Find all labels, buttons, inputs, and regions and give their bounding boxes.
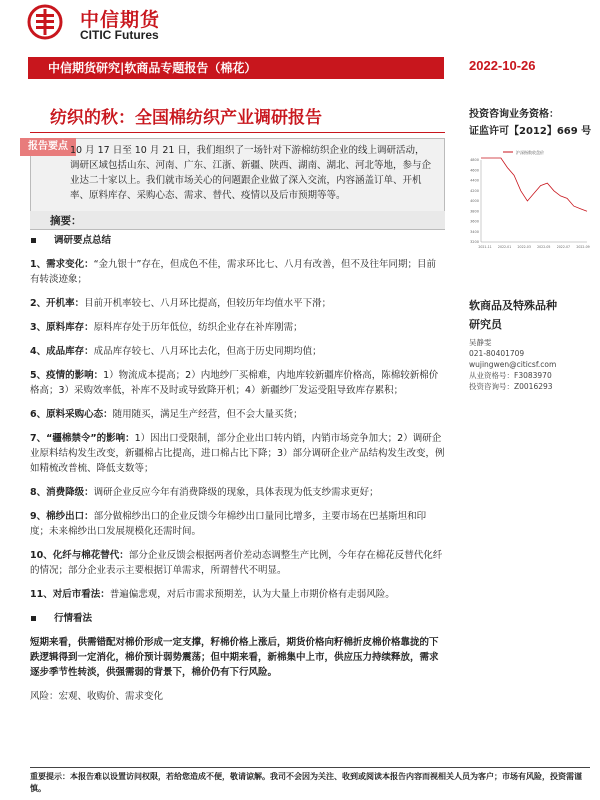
points-list — [30, 257, 445, 602]
summary-point — [30, 344, 445, 359]
chart-x-tick-label: 2022-05 — [537, 245, 551, 249]
report-date: 2022-10-26 — [469, 58, 536, 73]
title-divider — [30, 132, 445, 133]
chart-x-tick-label: 2022-01 — [497, 245, 512, 249]
summary-point-text: 目前开机率较七、八月环比提高，但较历年均值水平下滑； — [84, 298, 332, 309]
footer-divider — [30, 767, 590, 768]
contact-line: 从业资格号：F3083970 — [469, 371, 552, 380]
contact-line: 投资咨询号：Z0016293 — [469, 382, 553, 391]
summary-point-label: 1、需求变化： — [30, 259, 94, 270]
main-content — [30, 233, 445, 704]
summary-point-text: “金九银十”存在，但成色不佳，需求环比七、八月有改善，但不及往年同期；目前有转淡迹象； — [30, 259, 436, 285]
summary-point-label: 6、原料采购心态： — [30, 409, 113, 420]
chart-y-tick-label: 4800 — [470, 158, 479, 163]
contact-line: 吴静雯 — [469, 338, 492, 347]
chart-y-tick-label: 3600 — [470, 219, 479, 224]
summary-point-text: 成品库存较七、八月环比去化，但高于历史同期均值； — [93, 346, 322, 357]
report-title: 纺织的秋：全国棉纺织产业调研报告 — [50, 108, 322, 128]
department-title: 软商品及特殊品种 — [469, 299, 557, 312]
summary-point — [30, 407, 445, 422]
analyst-contact — [469, 337, 556, 392]
summary-point — [30, 548, 445, 578]
department-subtitle: 研究员 — [469, 318, 502, 331]
qualification-number: 证监许可【2012】669 号 — [469, 126, 592, 137]
bullet-square-icon — [31, 238, 36, 243]
summary-point-text: 调研企业反应今年有消费降级的现象，具体表现为低支纱需求更好； — [93, 487, 379, 498]
summary-point — [30, 320, 445, 335]
chart-y-tick-label: 3400 — [470, 229, 479, 234]
section-head-points: 调研要点总结 — [30, 233, 445, 248]
summary-point-label: 10、化纤与棉花替代： — [30, 550, 129, 561]
contact-line: wujingwen@citicsf.com — [469, 360, 557, 369]
chart-x-tick-label: 2022-03 — [517, 245, 531, 249]
abstract-label: 摘要： — [50, 215, 82, 227]
summary-point — [30, 587, 445, 602]
bullet-square-icon — [31, 616, 36, 621]
summary-point — [30, 257, 445, 287]
summary-point-label: 8、消费降级： — [30, 487, 94, 498]
citic-logo-mark — [27, 4, 63, 40]
logo-english-name: CITIC Futures — [80, 28, 159, 42]
footer-disclaimer: 重要提示：本报告难以设置访问权限，若给您造成不便，敬请谅解。我司不会因为关注、收到或阅读本报告内容而视相关人员为客户；市场有风险，投资需谨慎。 — [30, 772, 582, 793]
summary-point — [30, 296, 445, 311]
summary-point-label: 9、棉纱出口： — [30, 511, 94, 522]
summary-point-text: 1）物流成本提高；2）内地纱厂买棉难，内地库较新疆库价格高，陈棉较新棉价格高；3）采购效率低，补库不及时或导致降开机；4）新疆纱厂发运受阻导致库存累积； — [30, 370, 439, 396]
index-line-chart — [463, 138, 591, 258]
chart-series-line — [481, 158, 587, 211]
chart-y-tick-label: 4200 — [470, 188, 479, 193]
logo-chinese-name: 中信期货 — [80, 9, 161, 31]
contact-line: 021-80401709 — [469, 349, 525, 358]
summary-point-text: 1）因出口受限制，部分企业出口转内销，内销市场竞争加大；2）调研企业原料结构发生改变，新疆棉占比提高，进口棉占比下降；3）部分调研企业产品结构发生改变，例如精梳改普梳、降低支数等； — [30, 433, 445, 474]
chart-x-tick-label: 2022-07 — [556, 245, 571, 249]
chart-x-tick-label: 2022-09 — [576, 245, 590, 249]
report-series-banner: 中信期货研究|软商品专题报告（棉花） — [28, 57, 444, 79]
summary-point — [30, 431, 445, 476]
summary-point — [30, 485, 445, 500]
summary-point — [30, 368, 445, 398]
chart-x-tick-label: 2021-11 — [478, 245, 492, 249]
chart-y-tick-label: 4000 — [470, 199, 479, 204]
summary-point-label: 3、原料库存： — [30, 322, 94, 333]
summary-point-text: 随用随买，满足生产经营，但不会大量买货； — [112, 409, 303, 420]
summary-point-text: 普遍偏悲观，对后市需求预期差，认为大量上市期价格有走弱风险。 — [109, 589, 395, 600]
section-head-outlook: 行情看法 — [30, 611, 445, 626]
summary-point — [30, 509, 445, 539]
chart-legend-label: 沪深指数收盘价 — [516, 150, 544, 155]
chart-y-tick-label: 3800 — [470, 209, 479, 214]
chart-y-tick-label: 4600 — [470, 168, 479, 173]
summary-point-text: 原料库存处于历年低位，纺织企业存在补库刚需； — [93, 322, 303, 333]
summary-point-label: 11、对后市看法： — [30, 589, 110, 600]
summary-tag: 报告要点 — [20, 138, 76, 156]
risk-line: 风险：宏观、收购价、需求变化 — [30, 691, 164, 702]
abstract-label-bar — [30, 211, 445, 229]
outlook-paragraph: 短期来看，供需错配对棉价形成一定支撑，籽棉价格上涨后，期货价格向籽棉折皮棉价格靠拢的下跌逻辑得到一定消化，棉价预计弱势震荡；但中期来看，新棉集中上市，供应压力持续释放，需求逐步季节性转淡，供强需弱的背景下，棉价仍有下行风险。 — [30, 637, 439, 678]
qualification-label: 投资咨询业务资格： — [469, 109, 559, 120]
summary-point-label: 4、成品库存： — [30, 346, 94, 357]
summary-point-text: 部分做棉纱出口的企业反馈今年棉纱出口量同比增多，主要市场在巴基斯坦和印度；未来棉纱出口发展规模化还需时间。 — [30, 511, 427, 537]
summary-point-label: 7、“疆棉禁令”的影响： — [30, 433, 135, 444]
summary-point-text: 部分企业反馈会根据两者价差动态调整生产比例，今年存在棉花反替代化纤的情况；部分企业表示主要根据订单需求，所谓替代不明显。 — [30, 550, 443, 576]
summary-point-label: 5、疫情的影响： — [30, 370, 104, 381]
summary-point-label: 2、开机率： — [30, 298, 85, 309]
summary-text: 10 月 17 日至 10 月 21 日，我们组织了一场针对下游棉纺织企业的线上调研活动，调研区域包括山东、河南、广东、江浙、新疆、陕西、湖南、湖北、河北等地，参与企业达二十家以上。我们就市场关心的问题跟企业做了深入交流，内容涵盖订单、开机率、原料库存、采购心态、需求、替代、疫情以及后市预期等等。 — [70, 145, 432, 201]
chart-y-tick-label: 3200 — [470, 240, 479, 245]
chart-y-tick-label: 4400 — [470, 178, 479, 183]
